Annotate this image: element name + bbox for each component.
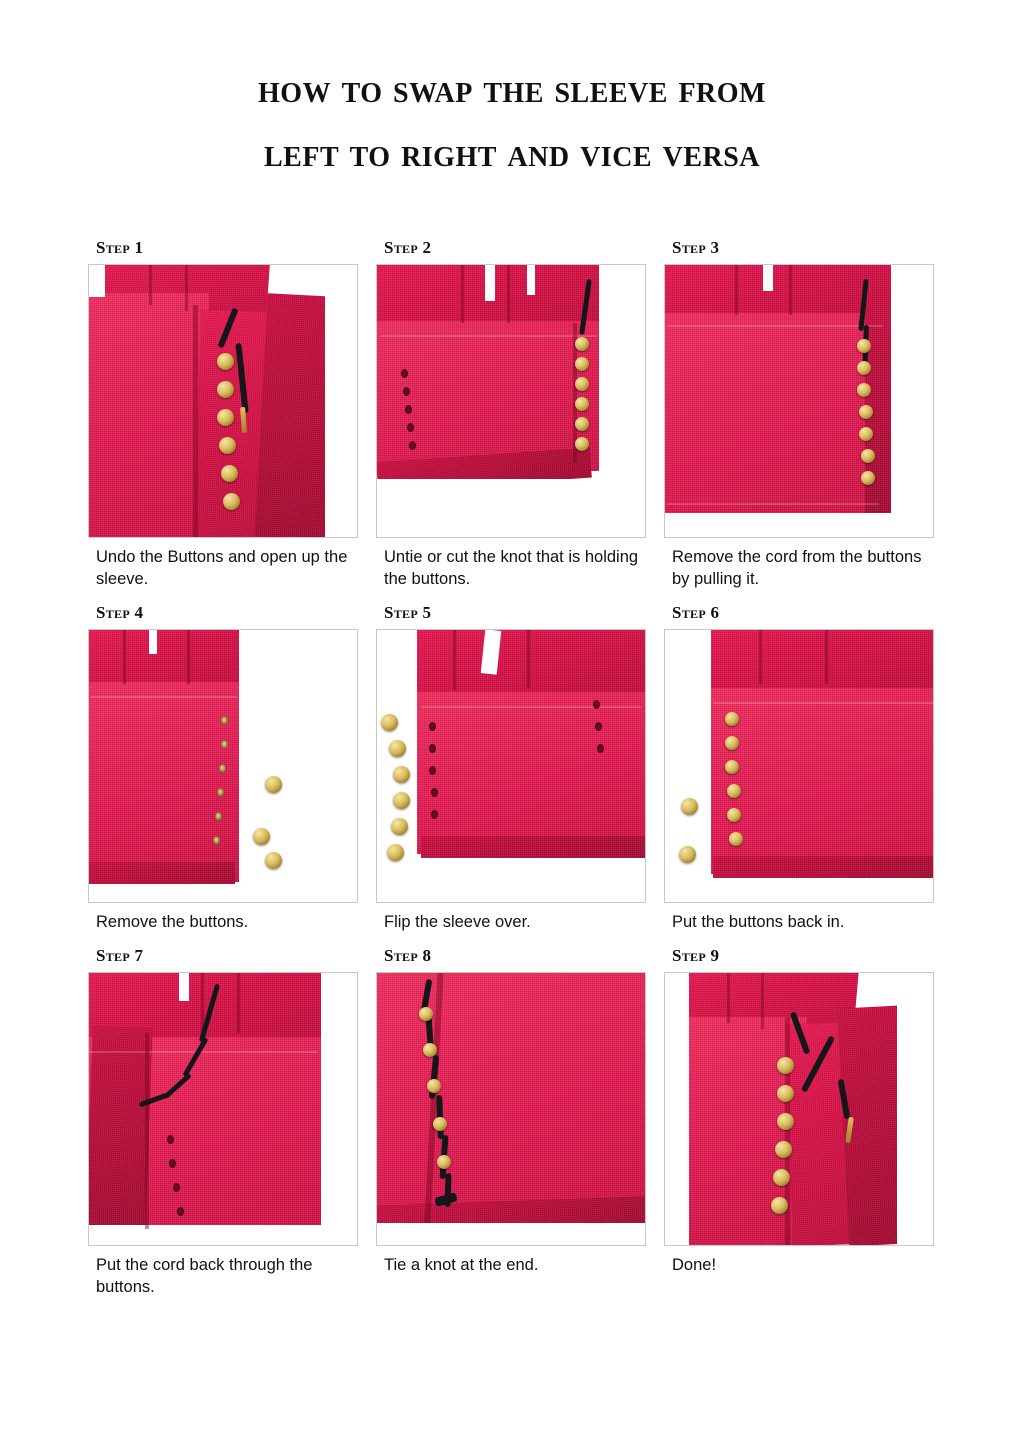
brass-button-icon — [575, 377, 589, 391]
step-label-9: Step 9 — [672, 945, 720, 965]
fabric-gap — [527, 265, 535, 295]
brass-button-icon — [219, 437, 236, 454]
cuff-fold-flap — [88, 1026, 153, 1234]
brass-button-icon — [253, 828, 270, 845]
brass-button-icon — [427, 1079, 441, 1093]
pleat-line — [789, 265, 792, 315]
step-caption-1: Undo the Buttons and open up the sleeve. — [96, 548, 348, 588]
step-label-7: Step 7 — [96, 945, 144, 965]
eyelet-hole-icon — [221, 716, 228, 725]
eyelet-hole-icon — [217, 788, 224, 797]
photo-background-right — [239, 630, 358, 902]
brass-button-icon — [729, 832, 743, 846]
fabric-gap — [179, 973, 189, 1001]
brass-button-icon — [217, 409, 234, 426]
eyelet-hole-icon — [593, 700, 600, 709]
step-photo-6 — [664, 629, 934, 903]
eyelet-hole-icon — [219, 764, 226, 773]
brass-button-icon — [857, 361, 871, 375]
pleat-line — [759, 630, 762, 684]
brass-button-icon — [433, 1117, 447, 1131]
brass-button-icon — [387, 844, 404, 861]
pleat-line — [461, 265, 464, 323]
brass-button-icon — [679, 846, 696, 863]
brass-button-icon — [393, 792, 410, 809]
pleat-line — [825, 630, 828, 684]
eyelet-hole-icon — [409, 441, 416, 450]
photo-background-topleft — [89, 265, 105, 297]
brass-button-icon — [725, 760, 739, 774]
brass-button-icon — [265, 776, 282, 793]
photo-background-bottom — [377, 858, 646, 902]
brass-button-icon — [725, 736, 739, 750]
eyelet-hole-icon — [431, 788, 438, 797]
photo-background-bottom — [89, 884, 358, 902]
step-caption-4: Remove the buttons. — [96, 912, 249, 931]
brass-button-icon — [777, 1113, 794, 1130]
pleat-line — [187, 630, 190, 684]
seam-highlight — [421, 706, 641, 708]
page-title-line-2: left to right and vice versa — [263, 130, 761, 175]
brass-button-icon — [859, 405, 873, 419]
photo-background-left — [665, 973, 689, 1245]
seam-highlight — [667, 325, 883, 327]
brass-button-icon — [393, 766, 410, 783]
sleeve-left-panel — [89, 293, 209, 538]
brass-button-icon — [857, 339, 871, 353]
brass-button-icon — [725, 712, 739, 726]
eyelet-hole-icon — [173, 1183, 180, 1192]
step-photo-4 — [88, 629, 358, 903]
brass-button-icon — [575, 417, 589, 431]
brass-button-icon — [777, 1085, 794, 1102]
step-label-2: Step 2 — [384, 238, 432, 257]
eyelet-hole-icon — [407, 423, 414, 432]
seam-shadow — [193, 305, 198, 538]
step-caption-2: Untie or cut the knot that is holding the buttons. — [384, 548, 639, 588]
eyelet-hole-icon — [597, 744, 604, 753]
pleat-line — [185, 265, 188, 311]
step-card-1 — [88, 238, 360, 591]
brass-button-icon — [857, 383, 871, 397]
step-photo-3 — [664, 264, 934, 538]
brass-button-icon — [575, 437, 589, 451]
brass-button-icon — [771, 1197, 788, 1214]
step-label-6: Step 6 — [672, 602, 720, 622]
brass-button-icon — [223, 493, 240, 510]
step-photo-9 — [664, 972, 934, 1246]
pleat-line — [237, 973, 240, 1033]
brass-button-icon — [265, 852, 282, 869]
eyelet-hole-icon — [595, 722, 602, 731]
photo-background-right — [599, 265, 646, 537]
eyelet-hole-icon — [167, 1135, 174, 1144]
step-caption-3: Remove the cord from the buttons by pulling it. — [672, 548, 922, 588]
brass-button-icon — [217, 381, 234, 398]
eyelet-hole-icon — [169, 1159, 176, 1168]
brass-button-icon — [575, 397, 589, 411]
step-photo-2 — [376, 264, 646, 538]
step-card-8 — [376, 946, 648, 1299]
brass-button-icon — [681, 798, 698, 815]
seam-highlight — [713, 702, 934, 704]
brass-button-icon — [575, 357, 589, 371]
step-label-1: Step 1 — [96, 238, 144, 257]
step-photo-8 — [376, 972, 646, 1246]
brass-button-icon — [419, 1007, 433, 1021]
eyelet-hole-icon — [405, 405, 412, 414]
eyelet-hole-icon — [177, 1207, 184, 1216]
steps-grid — [96, 238, 928, 1299]
step-card-2 — [376, 238, 648, 591]
brass-button-icon — [773, 1169, 790, 1186]
brass-button-icon — [727, 808, 741, 822]
eyelet-hole-icon — [429, 744, 436, 753]
pleat-line — [735, 265, 738, 315]
pleat-line — [453, 630, 456, 690]
eyelet-hole-icon — [215, 812, 222, 821]
eyelet-hole-icon — [401, 369, 408, 378]
brass-button-icon — [217, 353, 234, 370]
step-caption-6: Put the buttons back in. — [672, 912, 845, 931]
eyelet-hole-icon — [429, 722, 436, 731]
step-label-3: Step 3 — [672, 238, 720, 257]
eyelet-hole-icon — [221, 740, 228, 749]
page-title-line-1: how to swap the sleeve from — [258, 66, 766, 111]
pleat-line — [149, 265, 152, 305]
photo-background-right — [897, 973, 934, 1245]
photo-background-right — [325, 265, 358, 537]
step-card-9 — [664, 946, 936, 1299]
brass-button-icon — [859, 427, 873, 441]
brass-button-icon — [437, 1155, 451, 1169]
brass-button-icon — [381, 714, 398, 731]
pleat-line — [527, 630, 530, 688]
step-photo-5 — [376, 629, 646, 903]
step-card-4 — [88, 603, 360, 934]
eyelet-hole-icon — [431, 810, 438, 819]
fabric-gap — [485, 265, 495, 301]
photo-background-bottom — [665, 878, 934, 902]
seam-shadow — [145, 1033, 149, 1229]
brass-button-icon — [777, 1057, 794, 1074]
seam-highlight — [91, 696, 237, 698]
brass-button-icon — [221, 465, 238, 482]
eyelet-hole-icon — [213, 836, 220, 845]
photo-background-right — [891, 265, 934, 537]
brass-button-icon — [775, 1141, 792, 1158]
step-label-5: Step 5 — [384, 602, 432, 622]
step-card-7 — [88, 946, 360, 1299]
step-card-5 — [376, 603, 648, 934]
step-caption-9: Done! — [672, 1255, 717, 1274]
pleat-line — [761, 973, 764, 1029]
step-caption-5: Flip the sleeve over. — [384, 912, 531, 931]
step-caption-7: Put the cord back through the buttons. — [96, 1255, 313, 1296]
step-card-3 — [664, 238, 936, 591]
brass-button-icon — [861, 449, 875, 463]
fabric-gap — [763, 265, 773, 291]
photo-background-bottom — [377, 1223, 646, 1245]
pleat-line — [123, 630, 126, 684]
pleat-line — [507, 265, 510, 323]
brass-button-icon — [391, 818, 408, 835]
brass-button-icon — [861, 471, 875, 485]
step-card-6 — [664, 603, 936, 934]
step-photo-1 — [88, 264, 358, 538]
step-photo-7 — [88, 972, 358, 1246]
cuff-panel — [709, 688, 934, 874]
photo-background-right — [321, 973, 358, 1245]
step-label-8: Step 8 — [384, 945, 432, 965]
fabric-gap — [149, 630, 157, 654]
pleat-line — [727, 973, 730, 1023]
photo-background-bottom — [665, 513, 934, 537]
cuff-panel — [89, 682, 241, 882]
cuff-panel — [377, 973, 645, 1223]
seam-highlight — [381, 335, 597, 337]
photo-background-bottom — [89, 1225, 358, 1245]
brass-button-icon — [575, 337, 589, 351]
page-title — [96, 0, 928, 180]
step-caption-8: Tie a knot at the end. — [384, 1255, 539, 1274]
brass-button-icon — [423, 1043, 437, 1057]
step-label-4: Step 4 — [96, 602, 144, 622]
brass-button-icon — [389, 740, 406, 757]
seam-highlight — [89, 1051, 317, 1053]
cuff-panel — [415, 692, 645, 854]
eyelet-hole-icon — [429, 766, 436, 775]
brass-button-icon — [727, 784, 741, 798]
eyelet-hole-icon — [403, 387, 410, 396]
cuff-panel — [665, 313, 887, 521]
hem-highlight — [667, 503, 879, 505]
